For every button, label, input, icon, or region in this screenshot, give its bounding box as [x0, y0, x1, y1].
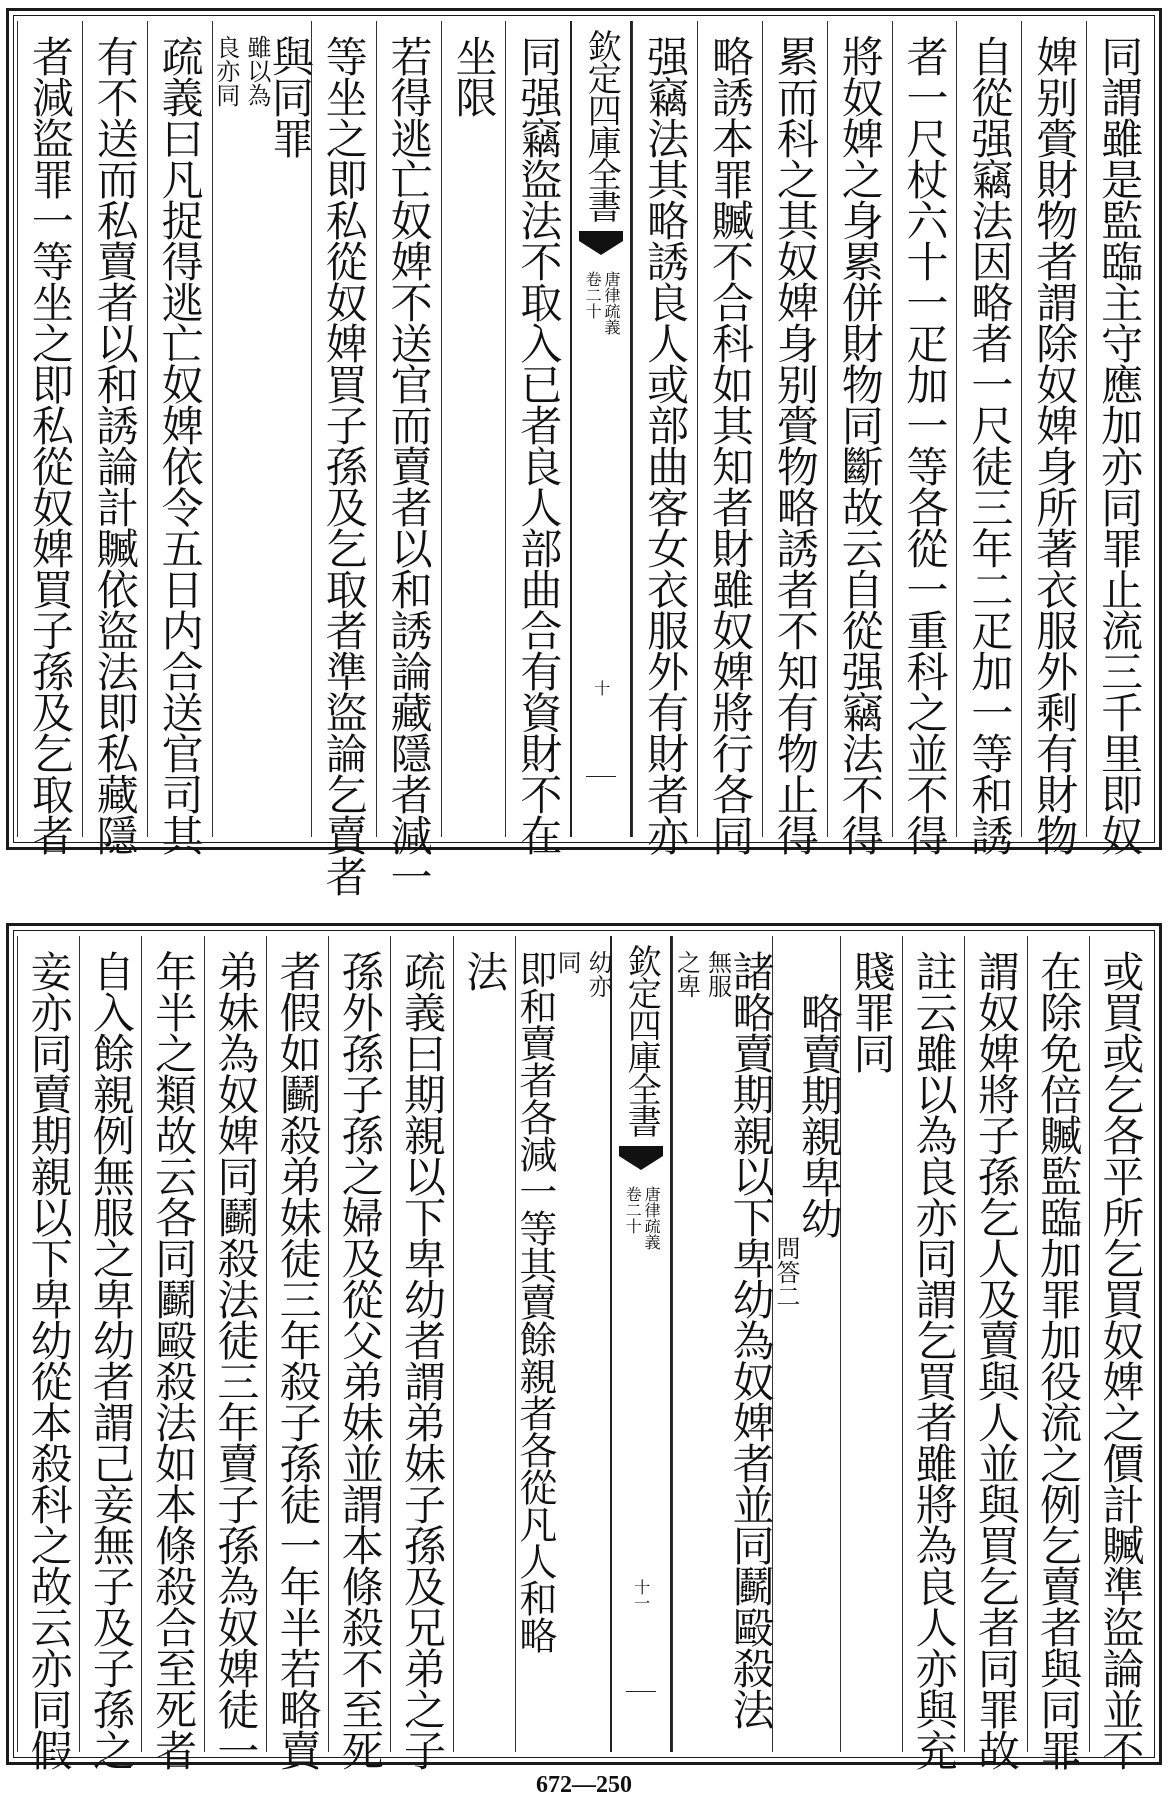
note-line: 之卑 [672, 950, 701, 998]
text-line: 謂奴婢將子孫乞人及賣與人並與買乞者同罪故 [971, 950, 1021, 1770]
top-page [6, 8, 1162, 896]
note-line: 問答二 [771, 1236, 800, 1308]
text-column [892, 21, 957, 855]
text-column [441, 21, 506, 837]
text-line: 者減盜罪一等坐之即私從奴婢買子孫及乞取者 [25, 35, 75, 855]
text-line: 將奴婢之身累併財物同斷故云自從强竊法不得 [835, 35, 885, 855]
text-column [632, 21, 697, 855]
text-column-with-note [512, 936, 613, 1752]
text-line: 若得逃亡奴婢不送官而賣者以和誘論藏隱者減一 [384, 35, 434, 896]
center-subtitle [583, 271, 622, 335]
text-column [840, 936, 902, 1752]
text-line: 自入餘親例無服之卑幼者謂己妾無子及子孫之 [86, 950, 136, 1770]
bottom-columns [17, 936, 1151, 1770]
text-column [964, 936, 1026, 1770]
text-line: 弟妹為奴婢同鬬殺法徒三年賣子孫為奴婢徒一 [211, 950, 261, 1770]
bottom-page [6, 923, 1162, 1770]
text-column [79, 936, 141, 1770]
interlinear-note [213, 21, 269, 107]
text-line: 與同罪 [265, 35, 315, 158]
text-column [1027, 936, 1089, 1770]
text-line: 疏義曰期親以下卑幼者謂弟妹子孫及兄弟之子 [398, 950, 448, 1770]
text-line: 疏義曰凡捉得逃亡奴婢依令五日内合送官司其 [155, 35, 205, 855]
center-fold [570, 21, 632, 837]
note-line: 良亦同 [211, 35, 240, 107]
volume-label: 卷二十 [623, 1186, 643, 1234]
note-line: 雖以為 [242, 35, 271, 107]
text-line: 法 [460, 950, 510, 991]
text-column [827, 21, 892, 855]
text-column [762, 21, 827, 855]
leaf-number: 十一 [631, 1579, 651, 1611]
section-heading-column [771, 936, 844, 1752]
book-title: 欽定四庫全書 [621, 944, 662, 1136]
text-line: 在除免倍贓監臨加罪加役流之例乞賣者與同罪 [1034, 950, 1084, 1770]
text-column [266, 936, 328, 1770]
text-column [1086, 21, 1151, 855]
text-line: 同强竊盜法不取入已者良人部曲合有資財不在 [514, 35, 564, 855]
text-column [697, 21, 762, 855]
section-heading: 略賣期親卑幼 [794, 992, 844, 1238]
text-line: 等坐之即私從奴婢買子孫及乞取者準盜論乞賣者 [319, 35, 369, 896]
text-line: 累而科之其奴婢身别賫物略誘者不知有物止得 [770, 35, 820, 855]
fishtail-mark [619, 1146, 663, 1180]
book-title: 欽定四庫全書 [581, 29, 622, 221]
text-line: 者一尺杖六十一疋加一等各從一重科之並不得 [900, 35, 950, 855]
top-columns [17, 21, 1151, 896]
center-rule [586, 776, 616, 777]
text-column [204, 936, 266, 1770]
text-line: 孫外孫子孫之婦及從父弟妹並謂本條殺不至死 [335, 950, 385, 1770]
center-rule [626, 1691, 656, 1692]
text-column-with-note [672, 936, 776, 1752]
text-line: 妾亦同賣期親以下卑幼從本殺科之故云亦同假 [24, 950, 74, 1770]
text-line: 賤罪同 [847, 950, 897, 1073]
book-name: 唐律疏義 [602, 271, 622, 335]
note-line: 幼亦 [584, 950, 613, 998]
text-column [82, 21, 147, 855]
text-column [311, 21, 376, 896]
interlinear-note [672, 936, 732, 998]
text-line: 坐限 [449, 35, 499, 117]
text-column [147, 21, 212, 855]
text-line: 年半之類故云各同鬬毆殺法如本條殺合至死者 [149, 950, 199, 1770]
text-column [1021, 21, 1086, 855]
text-column [17, 936, 79, 1770]
text-line: 同謂雖是監臨主守應加亦同罪止流三千里即奴 [1095, 35, 1145, 855]
text-line: 或買或乞各平所乞買奴婢之價計贓準盜論並不 [1096, 950, 1146, 1770]
text-column [328, 936, 390, 1770]
text-column [956, 21, 1021, 855]
text-column [1089, 936, 1151, 1770]
text-line: 略誘本罪贓不合科如其知者財雖奴婢將行各同 [706, 35, 756, 855]
text-line: 註云雖以為良亦同謂乞買者雖將為良人亦與充 [909, 950, 959, 1770]
fishtail-mark [579, 231, 623, 265]
text-line: 者假如鬬殺弟妹徒三年殺子孫徒一年半若略賣 [273, 950, 323, 1770]
text-line: 諸略賣期親以下卑幼為奴婢者並同鬬毆殺法 [726, 950, 776, 1729]
text-line: 有不送而私賣者以和誘論計贓依盜法即私藏隱 [90, 35, 140, 855]
text-line: 即和賣者各減一等其賣餘親者各從凡人和略 [512, 950, 557, 1653]
leaf-number: 十 [591, 680, 611, 696]
note-line: 無服 [703, 950, 732, 998]
text-column [376, 21, 441, 896]
book-name: 唐律疏義 [642, 1186, 662, 1250]
center-fold [610, 936, 672, 1752]
text-line: 强竊法其略誘良人或部曲客女衣服外有財者亦 [641, 35, 691, 855]
text-column [141, 936, 203, 1770]
center-subtitle [623, 1186, 662, 1250]
page-number: 672—250 [536, 1772, 632, 1798]
text-line: 婢别賫財物者謂除奴婢身所著衣服外剩有財物 [1030, 35, 1080, 855]
text-column [902, 936, 964, 1770]
text-column [453, 936, 515, 1752]
volume-label: 卷二十 [583, 271, 603, 319]
text-column-with-note [211, 21, 315, 837]
text-column [390, 936, 452, 1770]
interlinear-note [553, 936, 613, 998]
text-column [505, 21, 570, 855]
text-line: 自從强竊法因略者一尺徒三年二疋加一等和誘 [965, 35, 1015, 855]
text-column [17, 21, 82, 855]
note-line: 同 [553, 950, 582, 974]
